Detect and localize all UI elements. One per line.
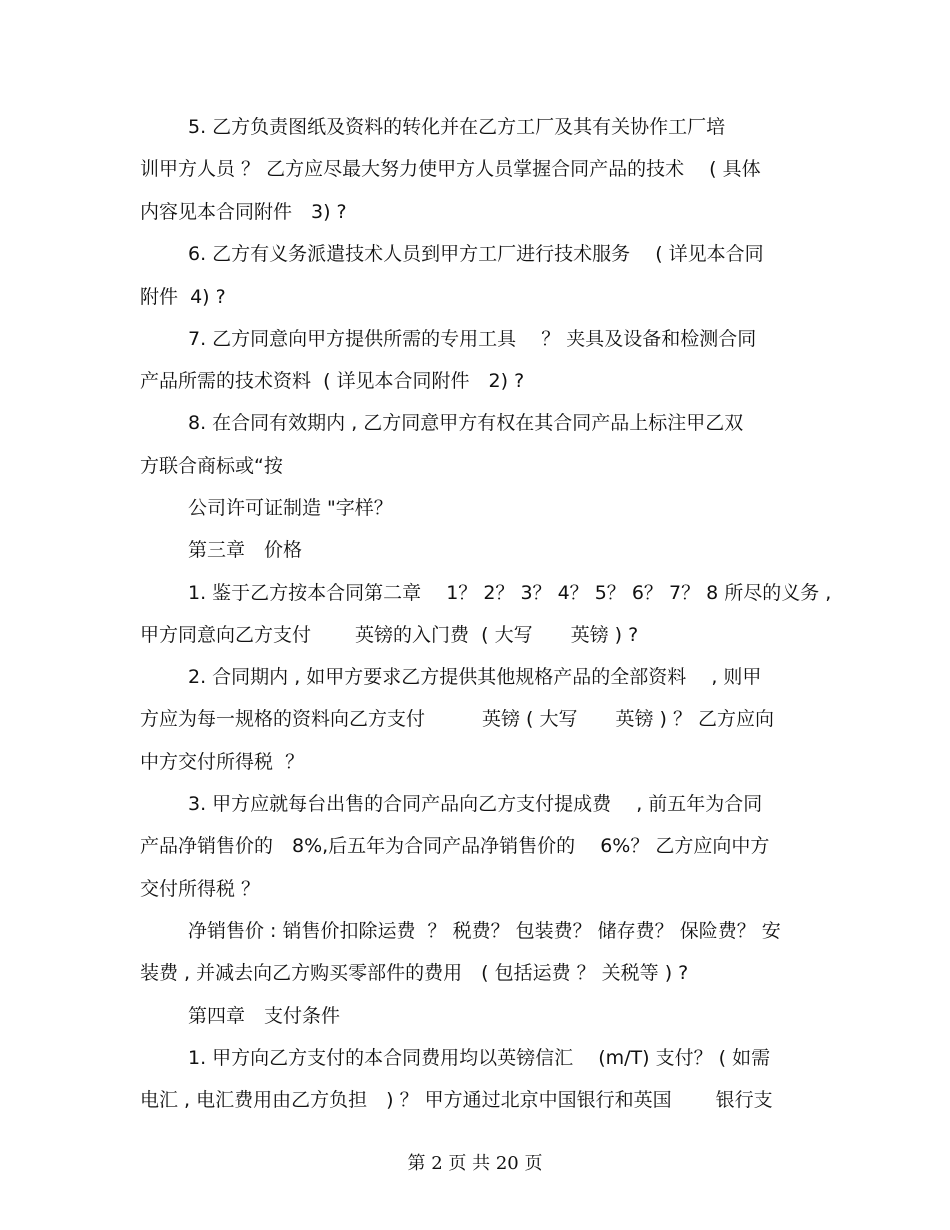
text-line: 中方交付所得税 ？ bbox=[140, 751, 305, 773]
text-line: 甲方同意向乙方支付 英镑的入门费 ( 大写 英镑 ) ? bbox=[140, 624, 639, 646]
chapter-heading: 第三章 价格 bbox=[188, 539, 303, 561]
text-line: 方应为每一规格的资料向乙方支付 英镑 ( 大写 英镑 ) ？ 乙方应向 bbox=[140, 708, 775, 730]
text-line: 5. 乙方负责图纸及资料的转化并在乙方工厂及其有关协作工厂培 bbox=[188, 116, 726, 138]
text-line: 2. 合同期内 , 如甲方要求乙方提供其他规格产品的全部资料 , 则甲 bbox=[188, 666, 762, 688]
text-line: 交付所得税 ？ bbox=[140, 878, 261, 900]
text-line: 8. 在合同有效期内 , 乙方同意甲方有权在其合同产品上标注甲乙双 bbox=[188, 412, 744, 434]
text-line: 装费 , 并减去向乙方购买零部件的费用 ( 包括运费 ？ 关税等 ) ? bbox=[140, 962, 689, 984]
text-line: 附件 4) ? bbox=[140, 286, 226, 308]
page-number-footer: 第 2 页 共 20 页 bbox=[407, 1153, 543, 1174]
text-line: 7. 乙方同意向甲方提供所需的专用工具 ？ 夹具及设备和检测合同 bbox=[188, 328, 757, 350]
text-line: 电汇 , 电汇费用由乙方负担 ) ？ 甲方通过北京中国银行和英国 银行支 bbox=[140, 1089, 773, 1111]
text-line: 内容见本合同附件 3) ? bbox=[140, 201, 347, 223]
text-line: 3. 甲方应就每台出售的合同产品向乙方支付提成费 , 前五年为合同 bbox=[188, 793, 763, 815]
text-line: 6. 乙方有义务派遣技术人员到甲方工厂进行技术服务 ( 详见本合同 bbox=[188, 243, 764, 265]
text-line: 方联合商标或“按 bbox=[140, 455, 283, 477]
text-line: 公司许可证制造 "字样？ bbox=[188, 497, 393, 519]
text-line: 净销售价 : 销售价扣除运费 ？ 税费？ 包装费？ 储存费？ 保险费？ 安 bbox=[188, 920, 781, 942]
text-line: 1. 甲方向乙方支付的本合同费用均以英镑信汇 (m/T) 支付？ ( 如需 bbox=[188, 1047, 771, 1069]
text-line: 产品所需的技术资料 ( 详见本合同附件 2) ? bbox=[140, 370, 525, 392]
text-line: 1. 鉴于乙方按本合同第二章 1？ 2？ 3？ 4？ 5？ 6？ 7？ 8 所尽的义务 , bbox=[188, 582, 832, 604]
text-line: 产品净销售价的 8%,后五年为合同产品净销售价的 6%？ 乙方应向中方 bbox=[140, 835, 770, 857]
text-line: 训甲方人员 ？ 乙方应尽最大努力使甲方人员掌握合同产品的技术 ( 具体 bbox=[140, 158, 761, 180]
chapter-heading: 第四章 支付条件 bbox=[188, 1005, 341, 1027]
